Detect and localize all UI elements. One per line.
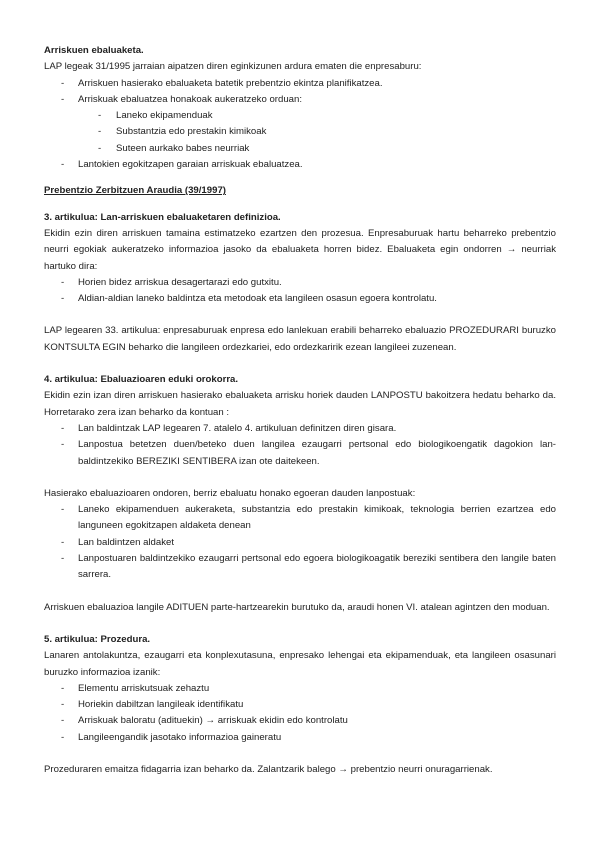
list-item: - Aldian-aldian laneko baldintza eta metodoak eta langileen osasun egoera kontrolatu.	[44, 291, 556, 307]
article-5-paragraph: Lanaren antolakuntza, ezaugarri eta konplexutasuna, enpresako lehengai eta ekipamenduak, eta langileen osasunari buruzko informazioa izanik:	[44, 650, 556, 678]
list-item: - Horien bidez arriskua desagertarazi edo gutxitu.	[44, 275, 556, 291]
sublist-item: - Suteen aurkako babes neurriak	[44, 141, 556, 157]
article-4-list-2	[44, 502, 556, 583]
list-item: - Arriskuak baloratu (adituekin) → arriskuak ekidin edo kontrolatu	[44, 713, 556, 729]
list-item: - Lan baldintzen aldaket	[44, 535, 556, 551]
article-4-title: 4. artikulua: Ebaluazioaren eduki orokorra.	[44, 374, 239, 386]
list-item: - Lan baldintzak LAP legearen 7. atalelo 4. artikuluan definitzen diren gisara.	[44, 421, 556, 437]
article-5-list	[44, 681, 556, 746]
list-item: - Arriskuak ebaluatzea honakoak aukeratzeko orduan:	[44, 92, 556, 108]
article-5-title: 5. artikulua: Prozedura.	[44, 633, 151, 645]
article-3-list	[44, 275, 556, 308]
list-item: - Langileengandik jasotako informazioa gaineratu	[44, 730, 556, 746]
choice-sublist	[44, 108, 556, 157]
list-item: - Lantokien egokitzapen garaian arriskuak ebaluatzea.	[44, 157, 556, 173]
list-item: - Lanpostua betetzen duen/beteko duen langilea ezaugarri pertsonal edo biologikoengatik dagokion lan-baldintzekiko BEREZIKI SENTIBERA izan ote daitekeen.	[44, 437, 556, 470]
list-item: - Horiekin dabiltzan langileak identifikatu	[44, 697, 556, 713]
list-item: - Elementu arriskutsuak zehaztu	[44, 681, 556, 697]
article-4-list	[44, 421, 556, 470]
duties-list-end	[44, 157, 556, 173]
regulation-title: Prebentzio Zerbitzuen Araudia (39/1997)	[44, 185, 226, 197]
sublist-item: - Substantzia edo prestakin kimikoak	[44, 124, 556, 140]
article-4-paragraph-2: Hasierako ebaluazioaren ondoren, berriz ebaluatu honako egoeran dauden lanpostuak:	[44, 487, 416, 499]
lap-33-paragraph: LAP legearen 33. artikulua: enpresaburuak enpresa edo lanlekuan erabili beharreko ebaluazio PROZEDURARI buruzko KONTSULTA EGIN beharko die langileen ordezkariei, edo ordezkaririk ezean langileei zuzenean.	[44, 325, 556, 353]
list-item: - Arriskuen hasierako ebaluaketa batetik prebentzio ekintza planifikatzea.	[44, 76, 556, 92]
list-item: - Lanpostuaren baldintzekiko ezaugarri pertsonal edo egoera biologikoagatik bereziki sentibera den langile baten sarrera.	[44, 551, 556, 584]
section-title-risk-evaluation: Arriskuen ebaluaketa.	[44, 45, 144, 56]
article-4-paragraph-3: Arriskuen ebaluazioa langile ADITUEN parte-hartzearekin burutuko da, araudi honen VI. atalean agintzen den moduan.	[44, 601, 550, 613]
article-3-paragraph: Ekidin ezin diren arriskuen tamaina estimatzeko ezartzen den prozesua. Enpresaburuak hartu beharreko prebentzio neurri egokiak aukeratzeko informazioa jasoko da ebaluaketa horren bidez. Ebaluaketa egin ondorren → neurriak hartuko dira:	[44, 227, 556, 272]
duties-list	[44, 76, 556, 109]
section-intro: LAP legeak 31/1995 jarraian aipatzen diren eginkizunen ardura ematen die enpresaburu:	[44, 61, 422, 73]
closing-paragraph: Prozeduraren emaitza fidagarria izan beharko da. Zalantzarik balego → prebentzio neurri onuragarrienak.	[44, 763, 493, 775]
sublist-item: - Laneko ekipamenduak	[44, 108, 556, 124]
article-3-title: 3. artikulua: Lan-arriskuen ebaluaketaren definizioa.	[44, 211, 281, 223]
list-item: - Laneko ekipamenduen aukeraketa, substantzia edo prestakin kimikoak, teknologia berrien ezartzea edo languneen egokitzapen aldaketa denean	[44, 502, 556, 535]
article-4-paragraph: Ekidin ezin izan diren arriskuen hasierako ebaluaketa arrisku horiek dauden LANPOSTU bakoitzera hedatu beharko da. Horretarako zera izan beharko da kontuan :	[44, 390, 556, 418]
